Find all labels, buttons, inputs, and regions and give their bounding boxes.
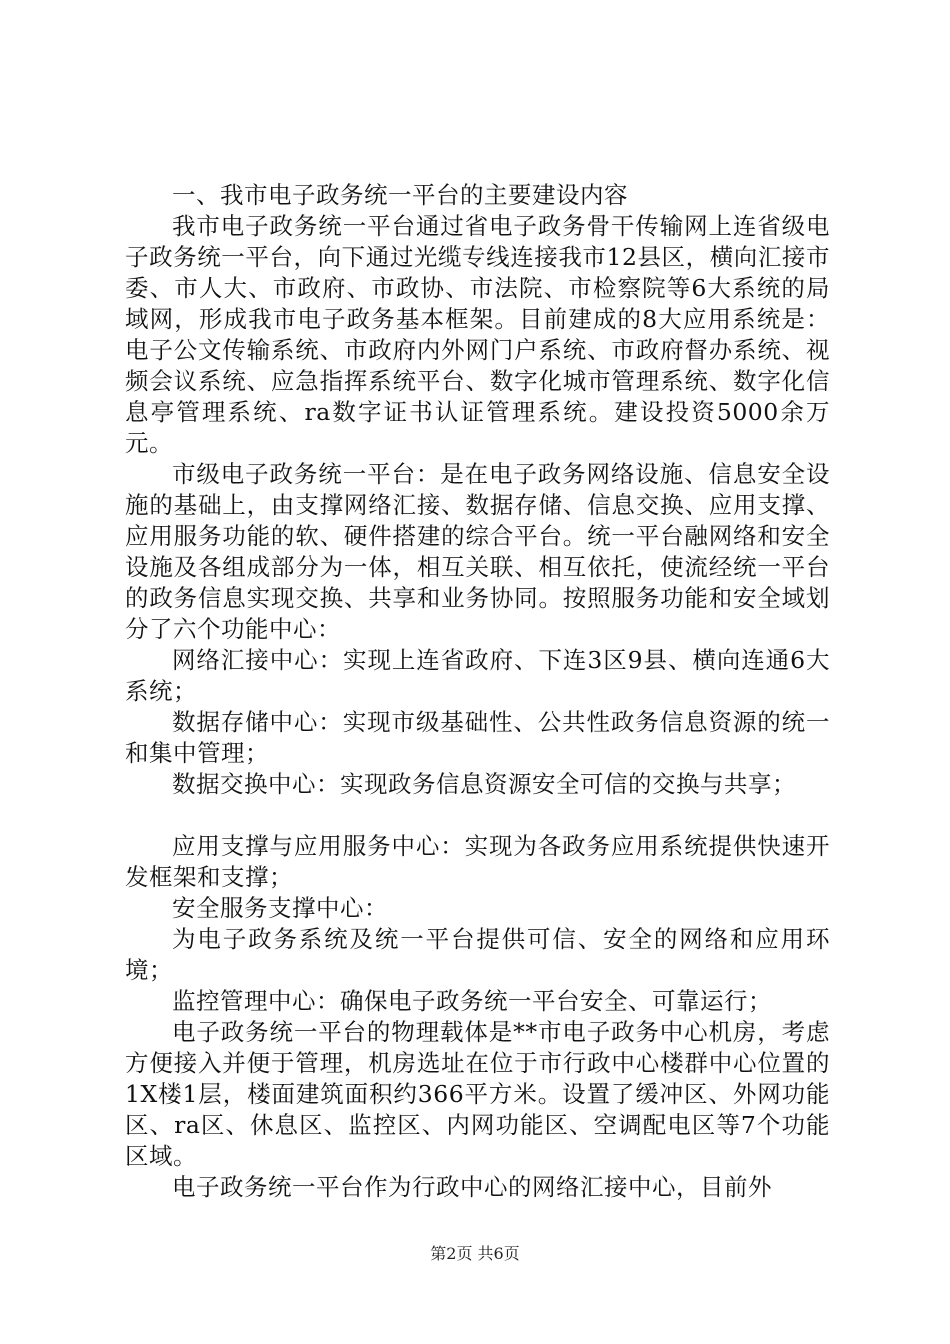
blank-line bbox=[125, 800, 830, 831]
paragraph-exchange-center: 数据交换中心：实现政务信息资源安全可信的交换与共享； bbox=[172, 770, 796, 798]
section-heading: 一、我市电子政务统一平台的主要建设内容 bbox=[172, 181, 628, 209]
document-body bbox=[125, 180, 830, 1203]
paragraph-security-center-title: 安全服务支撑中心： bbox=[172, 894, 388, 922]
paragraph-overview: 我市电子政务统一平台通过省电子政务骨干传输网上连省级电子政务统一平台，向下通过光缆专线连接我市12县区，横向汇接市委、市人大、市政府、市政协、市法院、市检察院等6大系统的局域网，形成我市电子政务基本框架。目前建成的8大应用系统是：电子公文传输系统、市政府内外网门户系统、市政府督办系统、视频会议系统、应急指挥系统平台、数字化城市管理系统、数字化信息亭管理系统、ra数字证书认证管理系统。建设投资5000余万元。 bbox=[125, 212, 830, 457]
page-number: 第2页 共6页 bbox=[430, 1244, 520, 1263]
paragraph-storage-center: 数据存储中心：实现市级基础性、公共性政务信息资源的统一和集中管理； bbox=[125, 708, 830, 767]
paragraph-machine-room: 电子政务统一平台的物理载体是**市电子政务中心机房，考虑方便接入并便于管理，机房选址在位于市行政中心楼群中心位置的1X楼1层，楼面建筑面积约366平方米。设置了缓冲区、外网功能区、ra区、休息区、监控区、内网功能区、空调配电区等7个功能区域。 bbox=[125, 1018, 830, 1170]
paragraph-network-center: 网络汇接中心：实现上连省政府、下连3区9县、横向连通6大系统； bbox=[125, 646, 830, 705]
paragraph-monitor-center: 监控管理中心：确保电子政务统一平台安全、可靠运行； bbox=[172, 987, 772, 1015]
paragraph-application-center: 应用支撑与应用服务中心：实现为各政务应用系统提供快速开发框架和支撑； bbox=[125, 832, 830, 891]
paragraph-platform-definition: 市级电子政务统一平台：是在电子政务网络设施、信息安全设施的基础上，由支撑网络汇接、数据存储、信息交换、应用支撑、应用服务功能的软、硬件搭建的综合平台。统一平台融网络和安全设施及各组成部分为一体，相互关联、相互依托，使流经统一平台的政务信息实现交换、共享和业务协同。按照服务功能和安全域划分了六个功能中心： bbox=[125, 460, 830, 643]
paragraph-security-center-desc: 为电子政务系统及统一平台提供可信、安全的网络和应用环境； bbox=[125, 925, 830, 984]
paragraph-network-hub: 电子政务统一平台作为行政中心的网络汇接中心，目前外 bbox=[172, 1173, 772, 1201]
